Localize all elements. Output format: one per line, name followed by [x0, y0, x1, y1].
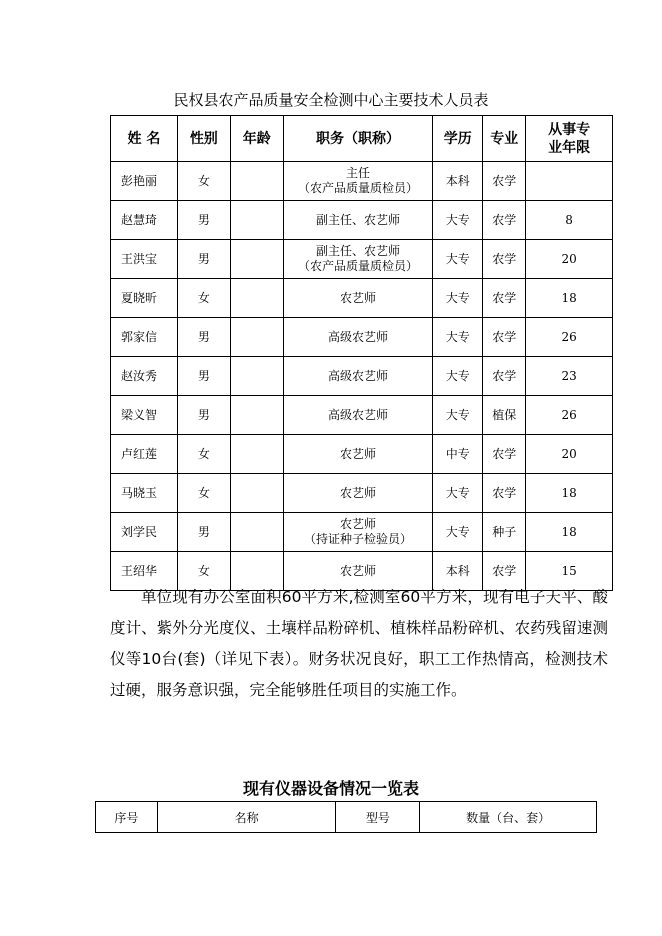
cell-name: 赵汝秀: [111, 357, 178, 396]
cell-age: [230, 435, 283, 474]
equipment-table-header-row: [96, 802, 597, 833]
cell-education: 中专: [433, 435, 483, 474]
header-position: 职务（职称）: [283, 116, 433, 162]
cell-major: 种子: [483, 513, 526, 552]
position-title: 农艺师: [339, 485, 376, 500]
cell-major: 农学: [483, 201, 526, 240]
position-title: 高级农艺师: [327, 368, 388, 383]
table-row: [111, 396, 613, 435]
cell-gender: 女: [177, 474, 230, 513]
header-years: [526, 116, 613, 162]
cell-age: [230, 513, 283, 552]
position-title: 高级农艺师: [327, 407, 388, 422]
cell-gender: 男: [177, 318, 230, 357]
table-row: [111, 318, 613, 357]
cell-years: 18: [526, 513, 613, 552]
cell-major: 农学: [483, 240, 526, 279]
cell-name: 彭艳丽: [111, 162, 178, 201]
table-row: [111, 162, 613, 201]
position-title: 农艺师: [339, 446, 376, 461]
cell-education: 大专: [433, 396, 483, 435]
header-years-line2: 业年限: [548, 139, 591, 156]
cell-gender: 男: [177, 513, 230, 552]
cell-position: [283, 279, 433, 318]
cell-gender: 女: [177, 552, 230, 591]
cell-gender: 男: [177, 396, 230, 435]
cell-years: 18: [526, 279, 613, 318]
cell-gender: 女: [177, 279, 230, 318]
position-title: 主任: [345, 166, 370, 180]
cell-age: [230, 474, 283, 513]
cell-education: 大专: [433, 357, 483, 396]
cell-name: 马晓玉: [111, 474, 178, 513]
cell-years: 15: [526, 552, 613, 591]
cell-gender: 男: [177, 357, 230, 396]
cell-name: 梁义智: [111, 396, 178, 435]
cell-age: [230, 357, 283, 396]
cell-years: 26: [526, 318, 613, 357]
cell-name: 王洪宝: [111, 240, 178, 279]
table-row: [111, 240, 613, 279]
cell-major: 农学: [483, 357, 526, 396]
cell-years: 26: [526, 396, 613, 435]
cell-major: 农学: [483, 162, 526, 201]
cell-name: 刘学民: [111, 513, 178, 552]
position-title: 副主任、农艺师: [315, 244, 400, 258]
cell-major: 农学: [483, 435, 526, 474]
equip-header-name: 名称: [157, 802, 336, 833]
cell-major: 农学: [483, 552, 526, 591]
cell-education: 大专: [433, 279, 483, 318]
header-age: 年龄: [230, 116, 283, 162]
cell-position: [283, 240, 433, 279]
staff-table: [110, 115, 613, 591]
cell-gender: 女: [177, 162, 230, 201]
table-row: [111, 513, 613, 552]
cell-education: 本科: [433, 162, 483, 201]
table-row: [111, 279, 613, 318]
position-title: 高级农艺师: [327, 329, 388, 344]
cell-gender: 女: [177, 435, 230, 474]
cell-years: 18: [526, 474, 613, 513]
cell-major: 农学: [483, 279, 526, 318]
cell-education: 大专: [433, 240, 483, 279]
equipment-table: [95, 801, 597, 833]
cell-major: 农学: [483, 474, 526, 513]
cell-age: [230, 396, 283, 435]
cell-position: [283, 513, 433, 552]
position-title: 副主任、农艺师: [315, 212, 400, 227]
position-note: （农产品质量质检员）: [297, 259, 418, 273]
cell-gender: 男: [177, 201, 230, 240]
cell-years: 20: [526, 435, 613, 474]
cell-age: [230, 162, 283, 201]
cell-years: 20: [526, 240, 613, 279]
cell-position: [283, 201, 433, 240]
cell-name: 赵慧琦: [111, 201, 178, 240]
header-gender: 性别: [177, 116, 230, 162]
cell-age: [230, 279, 283, 318]
cell-name: 夏晓昕: [111, 279, 178, 318]
table-row: [111, 357, 613, 396]
header-major: 专业: [483, 116, 526, 162]
cell-age: [230, 201, 283, 240]
position-title: 农艺师: [339, 563, 376, 578]
table-row: [111, 474, 613, 513]
position-title: 农艺师: [339, 290, 376, 305]
header-name: 姓 名: [111, 116, 178, 162]
cell-years: 8: [526, 201, 613, 240]
cell-education: 大专: [433, 201, 483, 240]
cell-age: [230, 318, 283, 357]
table-row: [111, 435, 613, 474]
cell-age: [230, 240, 283, 279]
cell-years: [526, 162, 613, 201]
cell-position: [283, 396, 433, 435]
table-row: [111, 201, 613, 240]
cell-position: [283, 435, 433, 474]
staff-table-title: 民权县农产品质量安全检测中心主要技术人员表: [173, 91, 489, 109]
cell-gender: 男: [177, 240, 230, 279]
position-note: （农产品质量质检员）: [297, 181, 418, 195]
cell-education: 大专: [433, 513, 483, 552]
cell-name: 王绍华: [111, 552, 178, 591]
position-note: （持证种子检验员）: [303, 532, 412, 546]
equip-header-index: 序号: [96, 802, 158, 833]
cell-name: 郭家信: [111, 318, 178, 357]
equip-header-model: 型号: [336, 802, 420, 833]
cell-education: 大专: [433, 318, 483, 357]
cell-education: 大专: [433, 474, 483, 513]
cell-position: [283, 474, 433, 513]
cell-position: [283, 318, 433, 357]
cell-position: [283, 357, 433, 396]
description-paragraph: 单位现有办公室面积60平方米,检测室60平方米，现有电子天平、酸度计、紫外分光度仪、土壤样品粉碎机、植株样品粉碎机、农药残留速测仪等10台(套)（详见下表）。财务状况良好，职工工作热情高，检测技术过硬，服务意识强，完全能够胜任项目的实施工作。: [110, 588, 608, 699]
staff-table-header-row: [111, 116, 613, 162]
header-years-line1: 从事专: [548, 121, 591, 138]
equip-header-quantity: 数量（台、套）: [420, 802, 597, 833]
equipment-table-title: 现有仪器设备情况一览表: [242, 779, 419, 798]
cell-major: 植保: [483, 396, 526, 435]
cell-name: 卢红莲: [111, 435, 178, 474]
cell-education: 本科: [433, 552, 483, 591]
cell-years: 23: [526, 357, 613, 396]
cell-position: [283, 162, 433, 201]
cell-major: 农学: [483, 318, 526, 357]
header-education: 学历: [433, 116, 483, 162]
position-title: 农艺师: [339, 517, 376, 531]
